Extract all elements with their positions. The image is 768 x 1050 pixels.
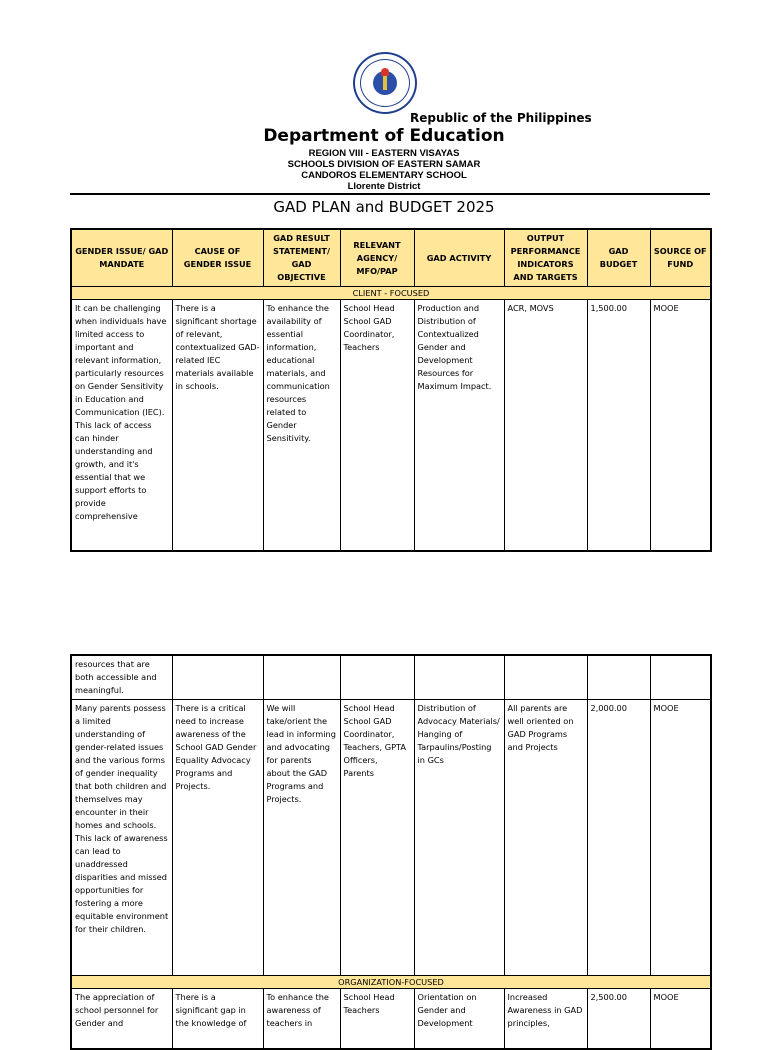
cause-cell: There is a significant shortage of relevant, contextualized GAD-related IEC materials available in schools. <box>172 300 263 551</box>
table-row <box>71 300 711 551</box>
header-divider <box>70 193 710 195</box>
deped-seal-logo <box>353 52 417 114</box>
district-line: Llorente District <box>347 181 421 192</box>
cause-cell: There is a critical need to increase awareness of the School GAD Gender Equality Advocacy Programs and Projects. <box>172 700 263 976</box>
activity-cell: Orientation on Gender and Development <box>414 989 504 1049</box>
republic-heading: Republic of the Philippines <box>410 111 592 125</box>
region-line: REGION VIII - EASTERN VISAYAS <box>308 148 460 159</box>
column-header: CAUSE OF GENDER ISSUE <box>172 229 263 287</box>
agency-cell: School Head School GAD Coordinator, Teachers, GPTA Officers, Parents <box>340 700 414 976</box>
section-row-client <box>71 287 711 300</box>
department-heading: Department of Education <box>263 126 505 146</box>
fund-cell: MOOE <box>650 989 711 1049</box>
column-header: GAD BUDGET <box>587 229 650 287</box>
column-header: SOURCE OF FUND <box>650 229 711 287</box>
gad-plan-table-page1 <box>70 228 712 552</box>
objective-cell: To enhance the availability of essential information, educational materials, and communication resources related to Gender Sensitivity. <box>263 300 340 551</box>
objective-cell: We will take/orient the lead in informing and advocating for parents about the GAD Programs and Projects. <box>263 700 340 976</box>
table-row <box>71 655 711 700</box>
budget-cell: 2,500.00 <box>587 989 650 1049</box>
column-header: OUTPUT PERFORMANCE INDICATORS AND TARGETS <box>504 229 587 287</box>
activity-cell: Distribution of Advocacy Materials/ Hanging of Tarpaulins/Posting in GCs <box>414 700 504 976</box>
budget-cell: 1,500.00 <box>587 300 650 551</box>
gender-issue-cell: resources that are both accessible and meaningful. <box>71 655 172 700</box>
column-header: RELEVANT AGENCY/ MFO/PAP <box>340 229 414 287</box>
gad-plan-table-page2 <box>70 654 712 1050</box>
column-header: GAD ACTIVITY <box>414 229 504 287</box>
division-line: SCHOOLS DIVISION OF EASTERN SAMAR <box>287 159 481 170</box>
school-line: CANDOROS ELEMENTARY SCHOOL <box>301 170 467 181</box>
table-header-row <box>71 229 711 287</box>
gender-issue-cell: It can be challenging when individuals have limited access to important and relevant information, particularly resources on Gender Sensitivity in Education and Communication (IEC). This lack of access can hinder understanding and growth, and it's essential that we support efforts to provide comprehensive <box>71 300 172 551</box>
column-header: GENDER ISSUE/ GAD MANDATE <box>71 229 172 287</box>
gender-issue-cell: The appreciation of school personnel for Gender and <box>71 989 172 1049</box>
document-title: GAD PLAN and BUDGET 2025 <box>273 198 495 216</box>
agency-cell: School Head School GAD Coordinator, Teachers <box>340 300 414 551</box>
output-cell: ACR, MOVS <box>504 300 587 551</box>
table-row <box>71 989 711 1049</box>
section-label: ORGANIZATION-FOCUSED <box>71 976 711 989</box>
section-label: CLIENT - FOCUSED <box>71 287 711 300</box>
output-cell: All parents are well oriented on GAD Programs and Projects <box>504 700 587 976</box>
agency-cell: School Head Teachers <box>340 989 414 1049</box>
section-row-organization <box>71 976 711 989</box>
table-row <box>71 700 711 976</box>
column-header: GAD RESULT STATEMENT/ GAD OBJECTIVE <box>263 229 340 287</box>
output-cell: Increased Awareness in GAD principles, <box>504 989 587 1049</box>
fund-cell: MOOE <box>650 300 711 551</box>
activity-cell: Production and Distribution of Contextualized Gender and Development Resources for Maximum Impact. <box>414 300 504 551</box>
budget-cell: 2,000.00 <box>587 700 650 976</box>
fund-cell: MOOE <box>650 700 711 976</box>
objective-cell: To enhance the awareness of teachers in <box>263 989 340 1049</box>
cause-cell: There is a significant gap in the knowledge of <box>172 989 263 1049</box>
gender-issue-cell: Many parents possess a limited understanding of gender-related issues and the various forms of gender inequality that both children and themselves may encounter in their homes and schools. This lack of awareness can lead to unaddressed disparities and missed opportunities for fostering a more equitable environment for their children. <box>71 700 172 976</box>
